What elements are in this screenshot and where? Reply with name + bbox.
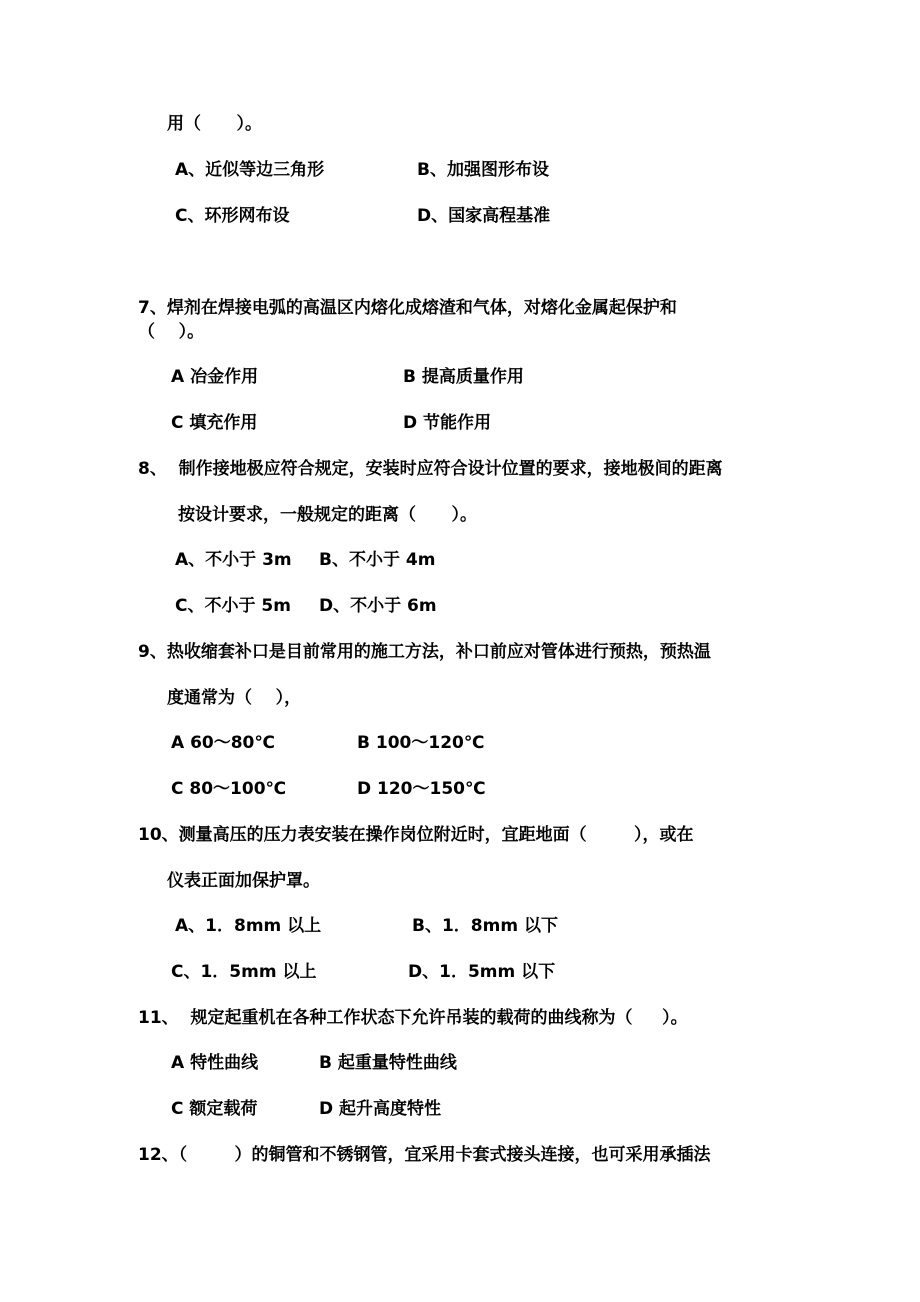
q9-option-a: A 60～80℃ [171,733,275,753]
q11-option-a: A 特性曲线 [171,1053,259,1073]
q10-option-a: A、1．8mm 以上 [175,916,322,936]
q8-option-c: C、不小于 5m [175,596,291,616]
q11-stem-line-1: 11、 规定起重机在各种工作状态下允许吊装的载荷的曲线称为（ ）。 [138,1008,688,1028]
q7-option-a: A 冶金作用 [171,367,259,387]
q9-option-c: C 80～100℃ [171,779,287,799]
q6-option-d: D、国家高程基准 [417,206,551,226]
q9-stem-line-1: 9、热收缩套补口是目前常用的施工方法，补口前应对管体进行预热，预热温 [138,642,711,662]
q8-stem-line-2: 按设计要求，一般规定的距离（ ）。 [178,505,478,525]
q7-option-c: C 填充作用 [171,413,258,433]
q6-option-c: C、环形网布设 [175,206,290,226]
q11-option-b: B 起重量特性曲线 [319,1053,457,1073]
q7-stem-line-2: （ ）。 [138,322,205,342]
q12-stem-line-1: 12、（ ）的铜管和不锈钢管，宜采用卡套式接头连接，也可采用承插法 [138,1145,711,1165]
q8-option-b: B、不小于 4m [319,550,436,570]
q6-option-b: B、加强图形布设 [417,160,549,180]
q7-option-d: D 节能作用 [403,413,492,433]
q10-option-b: B、1．8mm 以下 [412,916,558,936]
q11-option-d: D 起升高度特性 [319,1099,442,1119]
q11-option-c: C 额定载荷 [171,1099,258,1119]
q10-stem-line-1: 10、测量高压的压力表安装在操作岗位附近时，宜距地面（ ），或在 [138,825,694,845]
q9-stem-line-2: 度通常为（ ）， [167,688,302,708]
q10-option-d: D、1．5mm 以下 [408,962,556,982]
q8-option-a: A、不小于 3m [175,550,292,570]
q9-option-d: D 120～150℃ [357,779,486,799]
q9-option-b: B 100～120℃ [357,733,485,753]
q7-stem-line-1: 7、焊剂在焊接电弧的高温区内熔化成熔渣和气体，对熔化金属起保护和 [138,298,677,318]
q7-option-b: B 提高质量作用 [403,367,524,387]
q10-stem-line-2: 仪表正面加保护罩。 [167,871,320,891]
q8-option-d: D、不小于 6m [319,596,437,616]
q10-option-c: C、1．5mm 以上 [171,962,317,982]
q6-option-a: A、近似等边三角形 [175,160,325,180]
q6-stem-continuation: 用（ ）。 [167,114,263,134]
q8-stem-line-1: 8、 制作接地极应符合规定，安装时应符合设计位置的要求，接地极间的距离 [138,459,723,479]
